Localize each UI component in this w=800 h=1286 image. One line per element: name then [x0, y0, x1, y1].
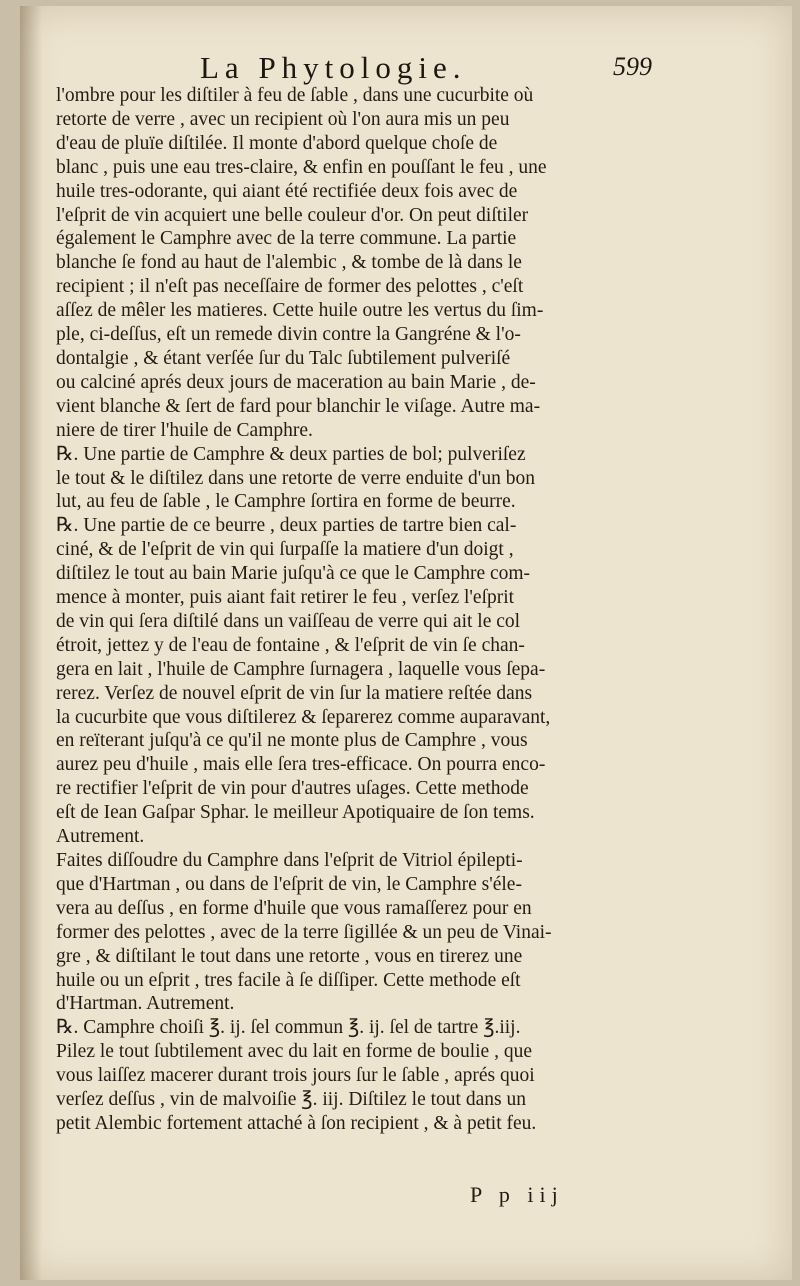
text-line: d'Hartman. Autrement. [56, 993, 235, 1015]
text-line: vient blanche & ſert de fard pour blanchir le viſage. Autre ma- [56, 395, 541, 417]
text-line: huile tres-odorante, qui aiant été rectifiée deux fois avec de [56, 180, 518, 202]
text-line: également le Camphre avec de la terre commune. La partie [56, 228, 517, 250]
running-title: La Phytologie. [200, 50, 467, 85]
text-line: vous laiſſez macerer durant trois jours ſur le ſable , aprés quoi [56, 1065, 535, 1087]
text-line: en reïterant juſqu'à ce qu'il ne monte plus de Camphre , vous [56, 730, 528, 752]
text-line: dontalgie , & étant verſée ſur du Talc ſubtilement pulveriſé [56, 347, 511, 369]
text-line: mence à monter, puis aiant fait retirer le feu , verſez l'eſprit [56, 587, 515, 609]
text-line: l'eſprit de vin acquiert une belle couleur d'or. On peut diſtiler [56, 204, 529, 226]
page-gutter-shadow [20, 6, 42, 1280]
text-line: ciné, & de l'eſprit de vin qui ſurpaſſe la matiere d'un doigt , [56, 539, 514, 561]
signature-mark: P p iij [470, 1182, 564, 1207]
text-line: la cucurbite que vous diſtilerez & ſeparerez comme auparavant, [56, 706, 551, 728]
text-line: retorte de verre , avec un recipient où l'on aura mis un peu [56, 108, 510, 130]
text-line: blanche ſe fond au haut de l'alembic , & tombe de là dans le [56, 252, 522, 274]
text-line: huile ou un eſprit , tres facile à ſe diſſiper. Cette methode eſt [56, 969, 521, 991]
text-line: former des pelottes , avec de la terre ſigillée & un peu de Vinai- [56, 921, 552, 943]
text-line: ℞. Une partie de Camphre & deux parties de bol; pulveriſez [56, 443, 526, 465]
text-line: ple, ci-deſſus, eſt un remede divin contre la Gangréne & l'o- [56, 324, 521, 346]
text-line: verſez deſſus , vin de malvoiſie ℥. iij. Diſtilez le tout dans un [56, 1089, 526, 1111]
text-line: niere de tirer l'huile de Camphre. [56, 419, 313, 441]
text-line: d'eau de pluïe diſtilée. Il monte d'abord quelque choſe de [56, 132, 498, 154]
text-line: ℞. Une partie de ce beurre , deux parties de tartre bien cal- [56, 515, 517, 537]
page-number: 599 [613, 52, 652, 81]
body-text [56, 84, 676, 1136]
text-line: aurez peu d'huile , mais elle ſera tres-efficace. On pourra enco- [56, 754, 546, 776]
text-line: gera en lait , l'huile de Camphre ſurnagera , laquelle vous ſepa- [56, 658, 546, 680]
text-line: le tout & le diſtilez dans une retorte de verre enduite d'un bon [56, 467, 535, 489]
text-line: Pilez le tout ſubtilement avec du lait en forme de boulie , que [56, 1041, 532, 1063]
text-line: petit Alembic fortement attaché à ſon recipient , & à petit feu. [56, 1112, 537, 1134]
text-line: aſſez de mêler les matieres. Cette huile outre les vertus du ſim- [56, 300, 544, 322]
text-line: Faites diſſoudre du Camphre dans l'eſprit de Vitriol épilepti- [56, 850, 523, 871]
text-line: rerez. Verſez de nouvel eſprit de vin ſur la matiere reſtée dans [56, 682, 533, 704]
text-line: diſtilez le tout au bain Marie juſqu'à ce que le Camphre com- [56, 563, 531, 585]
text-line: eſt de Iean Gaſpar Sphar. le meilleur Apotiquaire de ſon tems. [56, 802, 535, 824]
text-line: Autrement. [56, 826, 145, 848]
text-line: blanc , puis une eau tres-claire, & enfin en pouſſant le feu , une [56, 156, 547, 178]
text-line: que d'Hartman , ou dans de l'eſprit de vin, le Camphre s'éle- [56, 873, 522, 895]
text-line: de vin qui ſera diſtilé dans un vaiſſeau de verre qui ait le col [56, 610, 521, 632]
text-line: ou calciné aprés deux jours de maceration au bain Marie , de- [56, 371, 536, 393]
text-line: lut, au feu de ſable , le Camphre ſortira en forme de beurre. [56, 491, 516, 513]
text-line: ℞. Camphre choiſi ℥. ij. ſel commun ℥. ij. ſel de tartre ℥.iij. [56, 1017, 521, 1039]
text-line: l'ombre pour les diſtiler à feu de ſable , dans une cucurbite où [56, 85, 534, 106]
text-line: re rectifier l'eſprit de vin pour d'autres uſages. Cette methode [56, 778, 529, 800]
text-line: étroit, jettez y de l'eau de fontaine , & l'eſprit de vin ſe chan- [56, 634, 525, 656]
text-line: gre , & diſtilant le tout dans une retorte , vous en tirerez une [56, 945, 523, 967]
book-page [20, 6, 792, 1280]
text-line: recipient ; il n'eſt pas neceſſaire de former des pelottes , c'eſt [56, 276, 524, 298]
text-line: vera au deſſus , en forme d'huile que vous ramaſſerez pour en [56, 897, 532, 919]
